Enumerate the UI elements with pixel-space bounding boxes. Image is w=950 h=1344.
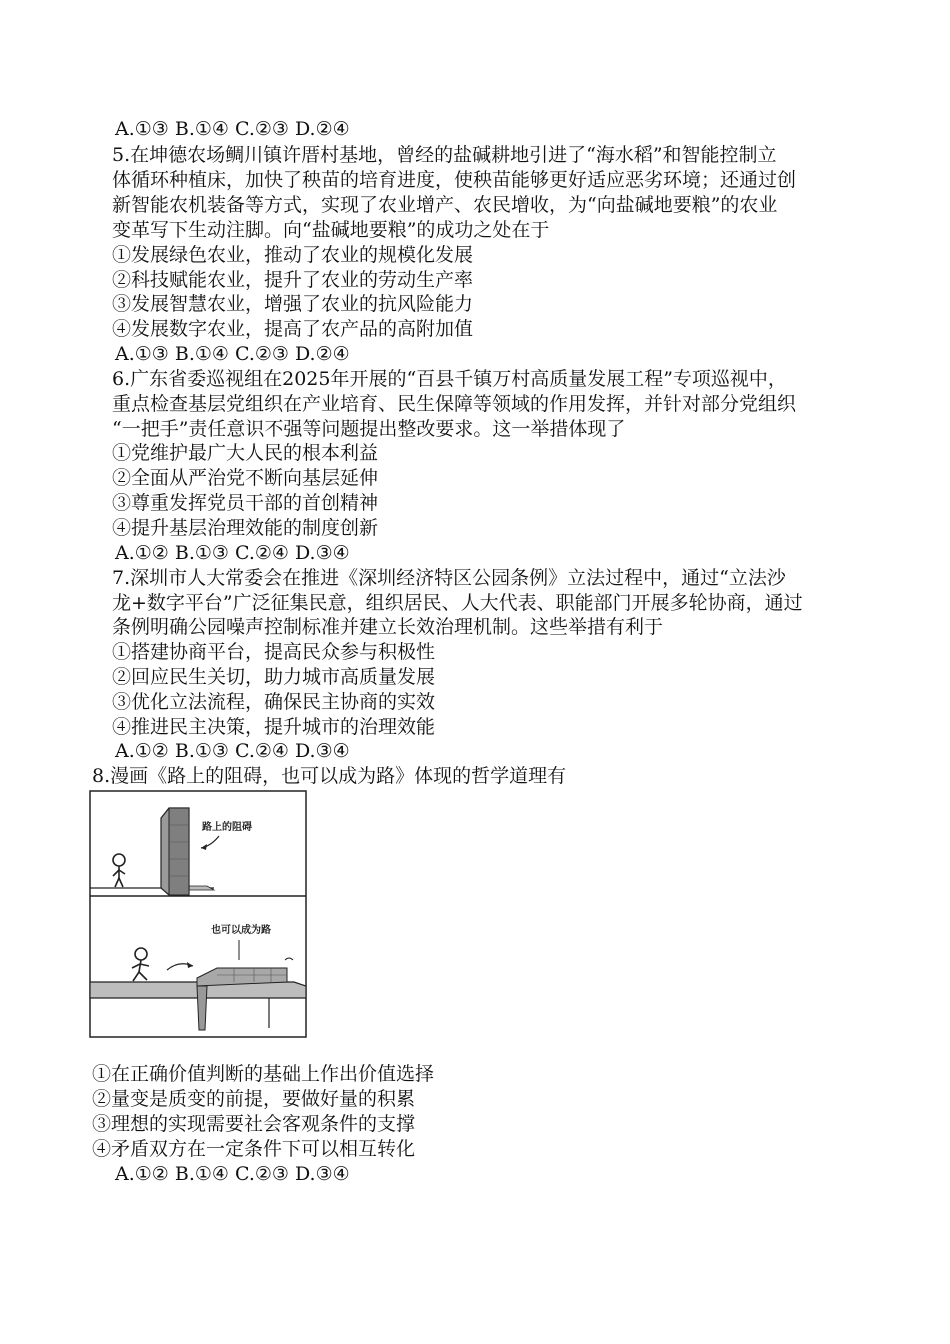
q5-stem-line-4: 变革写下生动注脚。向“盐碱地要粮”的成功之处在于 bbox=[112, 219, 550, 241]
q7-option-1: ①搭建协商平台，提高民众参与积极性 bbox=[112, 641, 436, 663]
q8-option-2: ②量变是质变的前提，要做好量的积累 bbox=[92, 1088, 416, 1110]
q7-answer-choices: A.①② B.①③ C.②④ D.③④ bbox=[115, 740, 350, 762]
q6-option-3: ③尊重发挥党员干部的首创精神 bbox=[112, 492, 379, 514]
comic-drawing bbox=[89, 790, 307, 1038]
bridge-support-post bbox=[197, 986, 207, 1030]
q5-option-3: ③发展智慧农业，增强了农业的抗风险能力 bbox=[112, 293, 474, 315]
q5-stem-line-2: 体循环种植床，加快了秧苗的培育进度，使秧苗能够更好适应恶劣环境；还通过创 bbox=[112, 169, 797, 191]
comic-label-bottom: 也可以成为路 bbox=[211, 925, 271, 936]
q5-option-1: ①发展绿色农业，推动了农业的规模化发展 bbox=[112, 244, 474, 266]
q7-option-3: ③优化立法流程，确保民主协商的实效 bbox=[112, 691, 436, 713]
q7-stem-line-1: 7.深圳市人大常委会在推进《深圳经济特区公园条例》立法过程中，通过“立法沙 bbox=[112, 567, 786, 589]
q6-option-4: ④提升基层治理效能的制度创新 bbox=[112, 517, 379, 539]
q8-option-1: ①在正确价值判断的基础上作出价值选择 bbox=[92, 1063, 435, 1085]
q6-option-2: ②全面从严治党不断向基层延伸 bbox=[112, 467, 379, 489]
q8-option-3: ③理想的实现需要社会客观条件的支撑 bbox=[92, 1113, 416, 1135]
q8-stem-line-1: 8.漫画《路上的阻碍，也可以成为路》体现的哲学道理有 bbox=[92, 765, 567, 787]
q6-answer-choices: A.①② B.①③ C.②④ D.③④ bbox=[115, 542, 350, 564]
q8-option-4: ④矛盾双方在一定条件下可以相互转化 bbox=[92, 1138, 416, 1160]
q5-option-2: ②科技赋能农业，提升了农业的劳动生产率 bbox=[112, 269, 474, 291]
q6-option-1: ①党维护最广大人民的根本利益 bbox=[112, 442, 379, 464]
q7-option-2: ②回应民生关切，助力城市高质量发展 bbox=[112, 666, 436, 688]
q7-stem-line-2: 龙+数字平台”广泛征集民意，组织居民、人大代表、职能部门开展多轮协商，通过 bbox=[112, 592, 803, 614]
q5-answer-choices: A.①③ B.①④ C.②③ D.②④ bbox=[115, 343, 350, 365]
q8-answer-choices: A.①② B.①④ C.②③ D.③④ bbox=[115, 1163, 350, 1185]
q7-stem-line-3: 条例明确公园噪声控制标准并建立长效治理机制。这些举措有利于 bbox=[112, 616, 664, 638]
q6-stem-line-2: 重点检查基层党组织在产业培育、民生保障等领域的作用发挥，并针对部分党组织 bbox=[112, 393, 797, 415]
q5-option-4: ④发展数字农业，提高了农产品的高附加值 bbox=[112, 318, 474, 340]
comic-label-top: 路上的阻碍 bbox=[202, 822, 252, 833]
q4-answer-choices: A.①③ B.①④ C.②③ D.②④ bbox=[115, 118, 350, 140]
q5-stem-line-1: 5.在坤德农场鲷川镇许厝村基地，曾经的盐碱耕地引进了“海水稻”和智能控制立 bbox=[112, 144, 777, 166]
comic-illustration bbox=[89, 790, 307, 1038]
wall-face bbox=[169, 808, 189, 895]
q5-stem-line-3: 新智能农机装备等方式，实现了农业增产、农民增收，为“向盐碱地要粮”的农业 bbox=[112, 194, 778, 216]
q6-stem-line-1: 6.广东省委巡视组在2025年开展的“百县千镇万村高质量发展工程”专项巡视中， bbox=[112, 368, 787, 390]
q7-option-4: ④推进民主决策，提升城市的治理效能 bbox=[112, 716, 436, 738]
q6-stem-line-3: “一把手”责任意识不强等问题提出整改要求。这一举措体现了 bbox=[112, 418, 626, 440]
